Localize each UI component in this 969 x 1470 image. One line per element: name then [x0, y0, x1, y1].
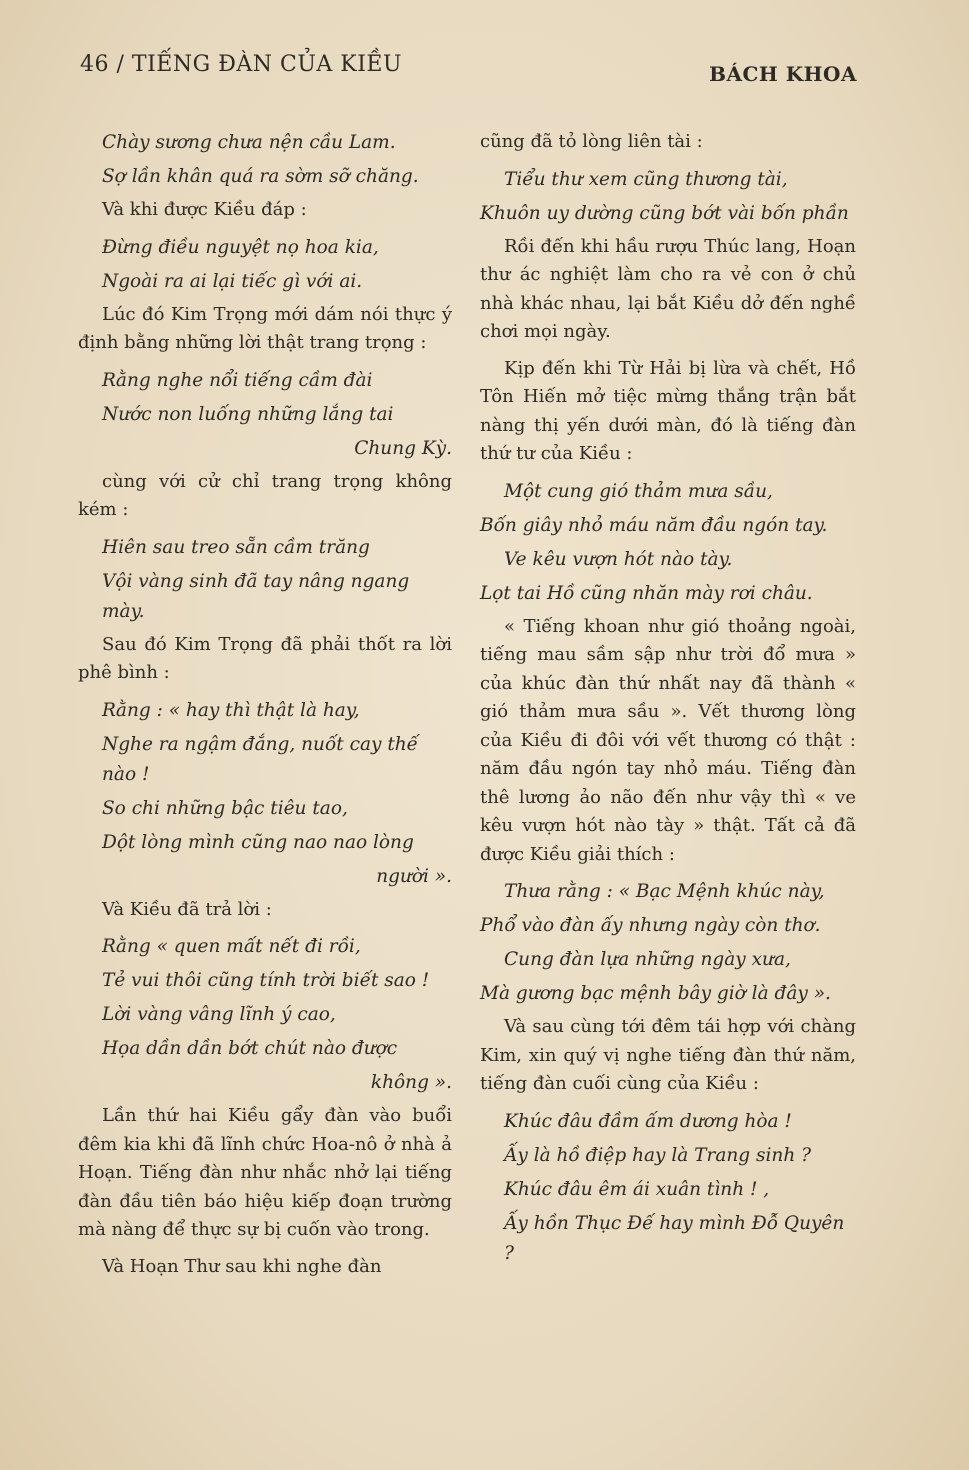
- verse-line-continuation: không ».: [370, 1072, 452, 1093]
- paragraph: Lần thứ hai Kiều gẩy đàn vào buổi đêm kia khi đã lĩnh chức Hoa-nô ở nhà ả Hoạn. Tiếng đàn như nhắc nhở lại tiếng đàn đầu tiên báo hiệu kiếp đoạn trường mà nàng để thực sự bị cuốn vào trong.: [78, 1105, 452, 1240]
- paragraph: Sau đó Kim Trọng đã phải thốt ra lời phê bình :: [78, 633, 452, 683]
- verse-line: Ngoài ra ai lại tiếc gì với ai.: [102, 270, 363, 292]
- verse-line: Rằng : « hay thì thật là hay,: [102, 699, 360, 721]
- left-column: [78, 128, 452, 1289]
- verse-line: Khúc đâu êm ái xuân tình ! ,: [504, 1178, 770, 1200]
- verse-line: Khuôn uy dường cũng bớt vài bốn phần: [480, 202, 849, 224]
- verse-line: Họa dần dần bớt chút nào được: [102, 1038, 398, 1059]
- right-column: [480, 128, 856, 1273]
- verse-line: Thưa rằng : « Bạc Mệnh khúc này,: [504, 881, 825, 902]
- verse-line: Khúc đâu đầm ấm dương hòa !: [504, 1110, 792, 1132]
- paragraph: cùng với cử chỉ trang trọng không kém :: [78, 470, 452, 520]
- paragraph: « Tiếng khoan như gió thoảng ngoài, tiếng mau sầm sập như trời đổ mưa » của khúc đàn thứ nhất nay đã thành « gió thảm mưa sầu ». Vết thương lòng của Kiều đi đôi với vết thương có thật : năm đầu ngón tay nhỏ máu. Tiếng đàn thê lương ảo não đến như vậy thì « ve kêu vượn hót nào tày » thật. Tất cả đã được Kiều giải thích :: [480, 615, 856, 865]
- verse-line-continuation: Chung Kỳ.: [354, 437, 452, 459]
- verse-line: So chi những bậc tiêu tao,: [102, 797, 348, 819]
- verse-line: Vội vàng sinh đã tay nâng ngang mày.: [102, 570, 410, 622]
- paragraph: Rồi đến khi hầu rượu Thúc lang, Hoạn thư ác nghiệt làm cho ra vẻ con ở chủ nhà khác nhau, lại bắt Kiều dở đến nghề chơi mọi ngày.: [480, 235, 856, 342]
- page-header: [80, 52, 857, 92]
- verse-line: Nước non luống những lắng tai: [102, 403, 394, 425]
- paragraph: Và sau cùng tới đêm tái hợp với chàng Kim, xin quý vị nghe tiếng đàn thứ năm, tiếng đàn cuối cùng của Kiều :: [480, 1016, 856, 1094]
- verse-line: Sợ lần khân quá ra sờm sỡ chăng.: [102, 166, 419, 187]
- paragraph: Và Kiều đã trả lời :: [102, 898, 272, 920]
- verse-line: Ấy hồn Thục Đế hay mình Đỗ Quyên ?: [504, 1212, 845, 1264]
- verse-line: Chày sương chưa nện cầu Lam.: [102, 132, 396, 153]
- paragraph: Kịp đến khi Từ Hải bị lừa và chết, Hồ Tôn Hiến mở tiệc mừng thắng trận bắt nàng thị yến dưới màn, đó là tiếng đàn thứ tư của Kiều :: [480, 357, 856, 464]
- verse-line: Ấy là hồ điệp hay là Trang sinh ?: [504, 1144, 812, 1166]
- verse-line: Bốn giây nhỏ máu năm đầu ngón tay.: [480, 514, 828, 536]
- verse-line-continuation: người ».: [376, 865, 452, 887]
- verse-line: Rằng nghe nổi tiếng cầm đài: [102, 369, 373, 391]
- verse-line: Mà gương bạc mệnh bây giờ là đây ».: [480, 983, 831, 1004]
- verse-line: Tẻ vui thôi cũng tính trời biết sao !: [102, 970, 430, 991]
- verse-line: Rằng « quen mất nết đi rồi,: [102, 936, 361, 957]
- verse-line: Một cung gió thảm mưa sầu,: [504, 480, 773, 502]
- running-title: 46 / TIẾNG ĐÀN CỦA KIỀU: [80, 52, 403, 77]
- verse-line: Đừng điều nguyệt nọ hoa kia,: [102, 236, 379, 258]
- verse-line: Lọt tai Hồ cũng nhăn mày rơi châu.: [480, 582, 813, 604]
- paragraph: Lúc đó Kim Trọng mới dám nói thực ý định bằng những lời thật trang trọng :: [78, 303, 452, 353]
- publication-name: BÁCH KHOA: [709, 62, 857, 86]
- verse-line: Nghe ra ngậm đắng, nuốt cay thế nào !: [102, 733, 419, 785]
- verse-line: Ve kêu vượn hót nào tày.: [504, 548, 733, 570]
- verse-line: Tiểu thư xem cũng thương tài,: [504, 168, 788, 190]
- verse-line: Lời vàng vâng lĩnh ý cao,: [102, 1004, 336, 1025]
- verse-line: Cung đàn lựa những ngày xưa,: [504, 949, 791, 970]
- paragraph: cũng đã tỏ lòng liên tài :: [480, 131, 703, 152]
- verse-line: Phổ vào đàn ấy nhưng ngày còn thơ.: [480, 915, 821, 936]
- paragraph: Và khi được Kiều đáp :: [102, 199, 307, 220]
- verse-line: Dột lòng mình cũng nao nao lòng: [102, 831, 414, 853]
- verse-line: Hiên sau treo sẵn cầm trăng: [102, 536, 370, 558]
- paragraph: Và Hoạn Thư sau khi nghe đàn: [102, 1255, 382, 1277]
